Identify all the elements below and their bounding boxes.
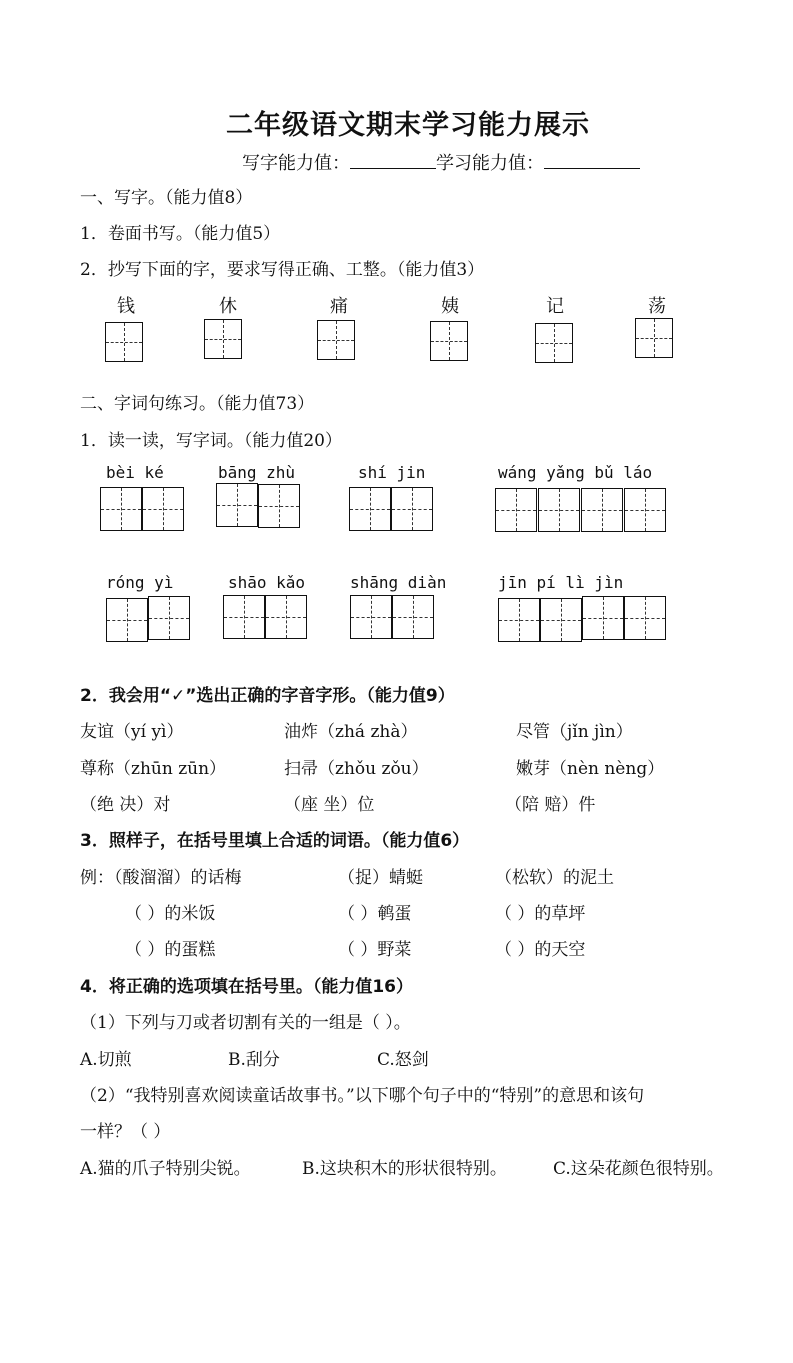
writing-grid[interactable] [204, 319, 242, 359]
writing-grid[interactable] [495, 488, 537, 532]
q2-item[interactable]: （绝 决）对 [80, 795, 171, 815]
section2-q2: 2．我会用“✓”选出正确的字音字形。（能力值9） [80, 686, 455, 706]
writing-grid[interactable] [265, 595, 307, 639]
score-line [242, 149, 640, 175]
writing-grid[interactable] [100, 487, 142, 531]
q2-item[interactable]: 尽管（jǐn jìn） [516, 722, 633, 742]
writing-grid[interactable] [582, 596, 624, 640]
copy-char: 荡 [648, 296, 666, 317]
writing-grid[interactable] [350, 595, 392, 639]
writing-grid[interactable] [540, 598, 582, 642]
pinyin-label: bāng zhù [218, 463, 296, 482]
copy-char: 痛 [330, 296, 348, 317]
writing-grid[interactable] [430, 321, 468, 361]
q2-item[interactable]: 扫帚（zhǒu zǒu） [284, 759, 429, 779]
q3-item[interactable]: （ ）鹌蛋 [338, 904, 412, 924]
writing-grid[interactable] [105, 322, 143, 362]
section2-q3: 3．照样子，在括号里填上合适的词语。（能力值6） [80, 831, 470, 851]
writing-grid[interactable] [216, 483, 258, 527]
q3-item[interactable]: （ ）的草坪 [495, 904, 586, 924]
writing-grid[interactable] [581, 488, 623, 532]
q4-option[interactable]: A.切煎 [80, 1050, 132, 1070]
q3-item[interactable]: （ ）的天空 [495, 940, 586, 960]
writing-grid[interactable] [624, 488, 666, 532]
writing-grid[interactable] [223, 595, 265, 639]
q2-item[interactable]: （陪 赔）件 [505, 795, 596, 815]
q4-option[interactable]: B.刮分 [228, 1050, 280, 1070]
pinyin-label: jīn pí lì jìn [498, 573, 624, 592]
writing-grid[interactable] [106, 598, 148, 642]
writing-grid[interactable] [392, 595, 434, 639]
pinyin-label: shāo kǎo [228, 573, 306, 592]
q4-sub1: （1）下列与刀或者切割有关的一组是（ ）。 [80, 1013, 411, 1033]
q2-item[interactable]: 友谊（yí yì） [80, 722, 184, 742]
pinyin-label: shí jin [358, 463, 426, 482]
q4-sub2-line1: （2）“我特别喜欢阅读童话故事书。”以下哪个句子中的“特别”的意思和该句 [80, 1086, 645, 1106]
q4-sub2-line2: 一样？（ ） [80, 1122, 171, 1142]
pinyin-label: wáng yǎng bǔ láo [498, 463, 653, 482]
score-write-label: 写字能力值： [242, 153, 350, 174]
writing-grid[interactable] [498, 598, 540, 642]
q3-item[interactable]: （ ）野菜 [338, 940, 412, 960]
writing-grid[interactable] [258, 484, 300, 528]
section2-q1: 1．读一读，写字词。（能力值20） [80, 431, 342, 451]
q2-item[interactable]: （座 坐）位 [284, 795, 375, 815]
writing-grid[interactable] [538, 488, 580, 532]
q3-item[interactable]: （ ）的米饭 [125, 904, 216, 924]
pinyin-label: róng yì [106, 573, 174, 592]
copy-char: 记 [546, 296, 564, 317]
score-study-blank[interactable] [544, 150, 640, 169]
page-title: 二年级语文期末学习能力展示 [226, 110, 590, 141]
writing-grid[interactable] [148, 596, 190, 640]
q4-option[interactable]: C.这朵花颜色很特别。 [553, 1159, 724, 1179]
section1-heading: 一、写字。（能力值8） [80, 188, 253, 208]
q4-option[interactable]: B.这块积木的形状很特别。 [302, 1159, 507, 1179]
q4-option[interactable]: A.猫的爪子特别尖锐。 [80, 1159, 251, 1179]
score-write-blank[interactable] [350, 150, 436, 169]
q2-item[interactable]: 嫩芽（nèn nèng） [516, 759, 665, 779]
writing-grid[interactable] [624, 596, 666, 640]
copy-char: 钱 [117, 296, 135, 317]
q3-item: 例：（酸溜溜）的话梅 [80, 868, 242, 888]
section2-q4: 4．将正确的选项填在括号里。（能力值16） [80, 977, 413, 997]
copy-char: 姨 [441, 296, 459, 317]
q3-item: （捉）蜻蜓 [338, 868, 423, 888]
copy-char: 休 [219, 296, 237, 317]
pinyin-label: bèi ké [106, 463, 164, 482]
section1-q2: 2．抄写下面的字，要求写得正确、工整。（能力值3） [80, 260, 485, 280]
writing-grid[interactable] [317, 320, 355, 360]
writing-grid[interactable] [391, 487, 433, 531]
writing-grid[interactable] [349, 487, 391, 531]
section1-q1: 1．卷面书写。（能力值5） [80, 224, 281, 244]
q4-option[interactable]: C.怒剑 [377, 1050, 429, 1070]
writing-grid[interactable] [142, 487, 184, 531]
q3-item[interactable]: （ ）的蛋糕 [125, 940, 216, 960]
writing-grid[interactable] [635, 318, 673, 358]
q2-item[interactable]: 尊称（zhūn zūn） [80, 759, 227, 779]
score-study-label: 学习能力值： [436, 153, 544, 174]
q3-item: （松软）的泥土 [495, 868, 614, 888]
q2-item[interactable]: 油炸（zhá zhà） [284, 722, 418, 742]
pinyin-label: shāng diàn [350, 573, 447, 592]
writing-grid[interactable] [535, 323, 573, 363]
section2-heading: 二、字词句练习。（能力值73） [80, 394, 315, 414]
